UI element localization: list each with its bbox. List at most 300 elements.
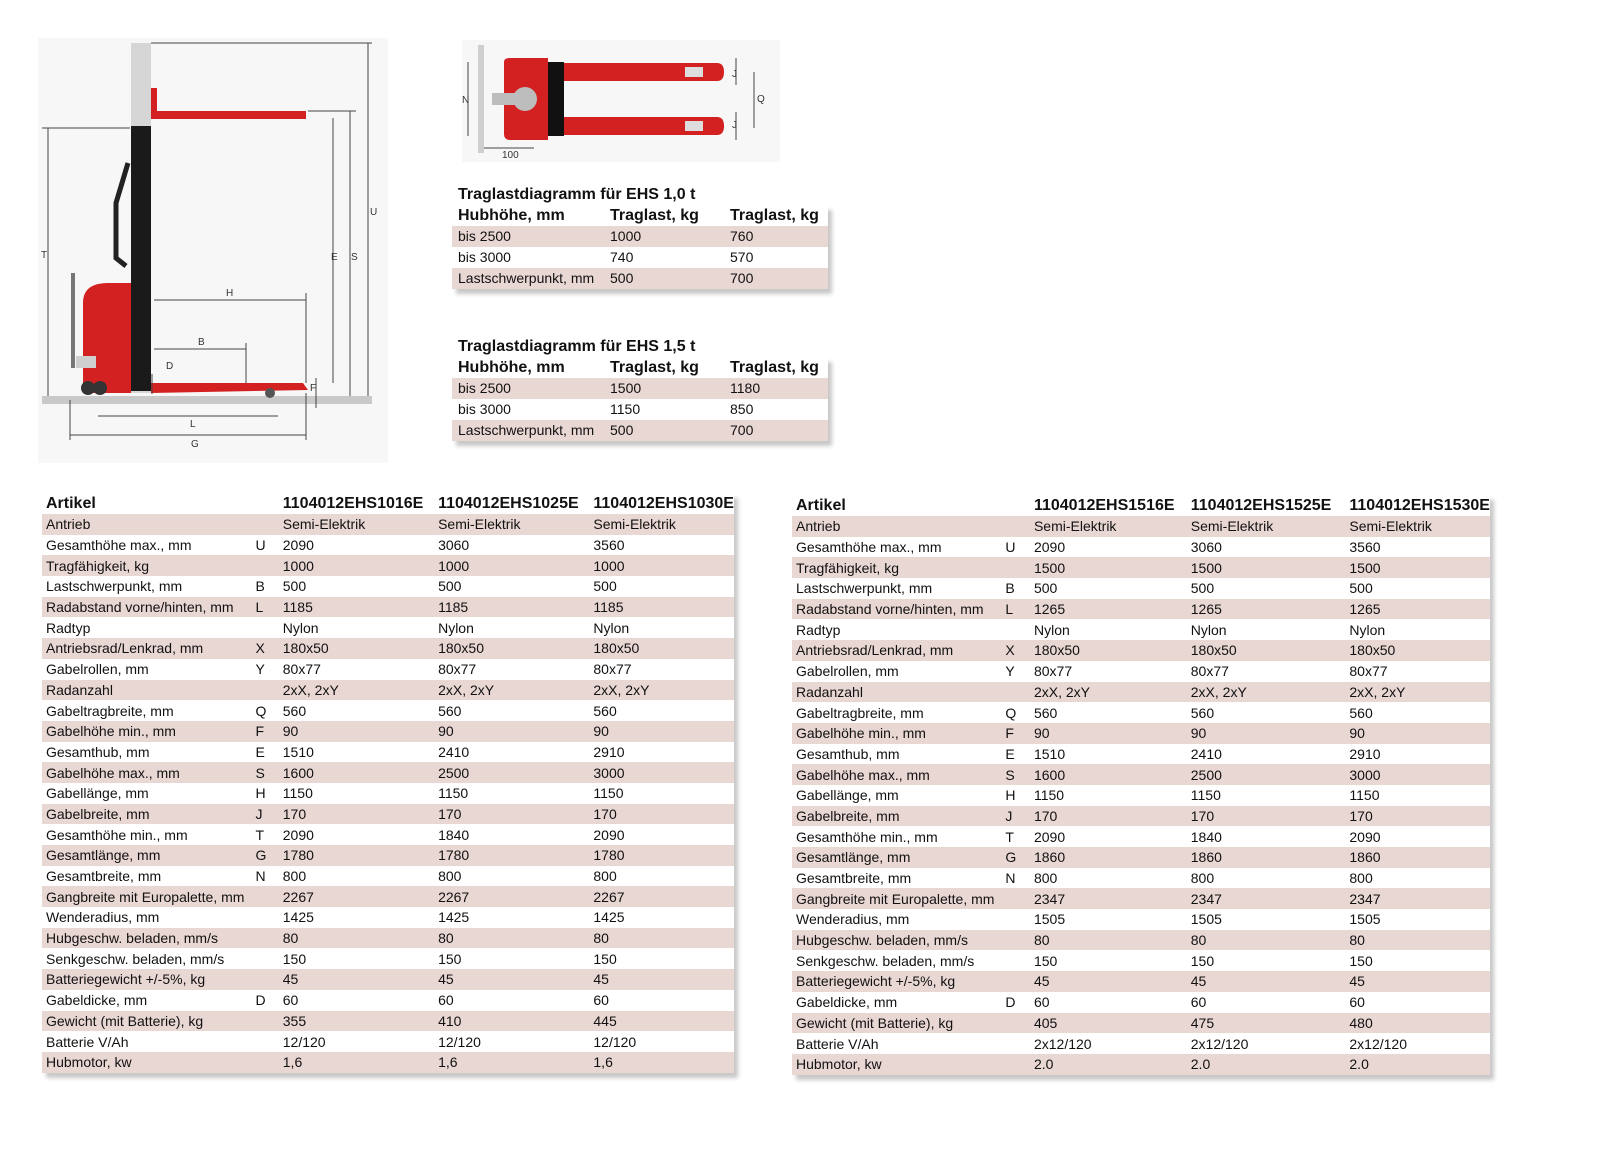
table-row <box>792 909 1490 930</box>
header-cell: 1104012EHS1030E <box>589 493 734 514</box>
table-cell: 1425 <box>434 907 589 928</box>
table-cell: 1500 <box>604 378 724 399</box>
table-row <box>452 247 828 268</box>
table-cell: 1600 <box>1030 764 1187 785</box>
table-cell: 2.0 <box>1030 1054 1187 1075</box>
table-row <box>42 783 734 804</box>
table-cell: 800 <box>1345 868 1490 889</box>
table-cell: 1505 <box>1030 909 1187 930</box>
table-cell: 500 <box>604 268 724 289</box>
dimension-code: X <box>252 638 279 659</box>
table-cell: 1860 <box>1030 847 1187 868</box>
table-cell: Semi-Elektrik <box>1030 516 1187 537</box>
article-header: Artikel <box>42 493 252 514</box>
header-cell: Traglast, kg <box>724 205 828 226</box>
dimension-code <box>252 1031 279 1052</box>
table-cell: bis 3000 <box>452 247 604 268</box>
dimension-code <box>1001 619 1030 640</box>
table-row <box>792 826 1490 847</box>
table-row <box>42 742 734 763</box>
label-g: G <box>191 439 199 450</box>
table-row <box>42 659 734 680</box>
table-cell: 2090 <box>279 535 434 556</box>
dimension-code <box>252 969 279 990</box>
table-row <box>792 785 1490 806</box>
table-row <box>42 555 734 576</box>
table-cell: 1780 <box>434 845 589 866</box>
table-cell: 2xX, 2xY <box>1187 682 1346 703</box>
table-cell: Nylon <box>1030 619 1187 640</box>
table-cell: 150 <box>279 948 434 969</box>
table-cell: 2x12/120 <box>1187 1033 1346 1054</box>
dimension-code <box>252 514 279 535</box>
table-cell: 150 <box>1187 950 1346 971</box>
table-cell: Nylon <box>1345 619 1490 640</box>
row-label: Radtyp <box>42 617 252 638</box>
header-cell: Hubhöhe, mm <box>452 357 604 378</box>
stacker-side-view-drawing <box>38 38 388 463</box>
table-row <box>792 847 1490 868</box>
table-cell: Semi-Elektrik <box>434 514 589 535</box>
dimension-code: G <box>1001 847 1030 868</box>
table-cell: 60 <box>434 990 589 1011</box>
dimension-code: Q <box>1001 702 1030 723</box>
dimension-code <box>1001 888 1030 909</box>
table-cell: 500 <box>1187 578 1346 599</box>
table-row <box>792 723 1490 744</box>
dimension-code <box>1001 930 1030 951</box>
table-row <box>42 928 734 949</box>
table-cell: 2xX, 2xY <box>589 680 734 701</box>
table-row <box>792 619 1490 640</box>
table-cell: 1150 <box>279 783 434 804</box>
dimension-code: D <box>1001 992 1030 1013</box>
label-j-bottom: J <box>732 120 737 131</box>
row-label: Wenderadius, mm <box>792 909 1001 930</box>
table-cell: 800 <box>1030 868 1187 889</box>
row-label: Batterie V/Ah <box>792 1033 1001 1054</box>
label-e: E <box>331 252 338 263</box>
row-label: Antrieb <box>42 514 252 535</box>
stacker-top-view-drawing <box>462 40 780 162</box>
table-row <box>792 888 1490 909</box>
table-cell: 80x77 <box>434 659 589 680</box>
table-cell: Lastschwerpunkt, mm <box>452 268 604 289</box>
table-cell: 700 <box>724 268 828 289</box>
row-label: Gabellänge, mm <box>42 783 252 804</box>
table-cell: 1150 <box>1187 785 1346 806</box>
table-cell: 560 <box>434 700 589 721</box>
dimension-code: Y <box>252 659 279 680</box>
table-row <box>42 576 734 597</box>
table-cell: 180x50 <box>1187 640 1346 661</box>
row-label: Antrieb <box>792 516 1001 537</box>
table-cell: 1860 <box>1187 847 1346 868</box>
table-cell: 2x12/120 <box>1030 1033 1187 1054</box>
row-label: Gesamthöhe min., mm <box>42 824 252 845</box>
dimension-code: G <box>252 845 279 866</box>
row-label: Gabelrollen, mm <box>42 659 252 680</box>
table-row <box>42 762 734 783</box>
table-cell: 2xX, 2xY <box>279 680 434 701</box>
table-row <box>792 1054 1490 1075</box>
table-cell: 180x50 <box>279 638 434 659</box>
table-cell: 90 <box>434 721 589 742</box>
table-cell: 1000 <box>604 226 724 247</box>
table-cell: 60 <box>1187 992 1346 1013</box>
table-cell: 1425 <box>279 907 434 928</box>
table-cell: 560 <box>1345 702 1490 723</box>
table-cell: 80 <box>434 928 589 949</box>
dimension-code <box>252 617 279 638</box>
dimension-code: H <box>252 783 279 804</box>
table-cell: Semi-Elektrik <box>279 514 434 535</box>
table-cell: 1000 <box>434 555 589 576</box>
row-label: Senkgeschw. beladen, mm/s <box>792 950 1001 971</box>
row-label: Wenderadius, mm <box>42 907 252 928</box>
dimension-code: N <box>252 866 279 887</box>
row-label: Gesamthub, mm <box>792 744 1001 765</box>
row-label: Tragfähigkeit, kg <box>42 555 252 576</box>
table-cell: 1780 <box>589 845 734 866</box>
label-b: B <box>198 337 205 348</box>
table-cell: 45 <box>589 969 734 990</box>
table-cell: 1860 <box>1345 847 1490 868</box>
table-cell: 80 <box>279 928 434 949</box>
row-label: Gabelrollen, mm <box>792 661 1001 682</box>
table-cell: 2267 <box>434 886 589 907</box>
table-cell: 180x50 <box>589 638 734 659</box>
table-cell: 800 <box>279 866 434 887</box>
table-cell: 2267 <box>279 886 434 907</box>
table-cell: 150 <box>1345 950 1490 971</box>
table-cell: 1500 <box>1345 557 1490 578</box>
table-row <box>42 514 734 535</box>
row-label: Gesamtlänge, mm <box>42 845 252 866</box>
table-cell: 90 <box>589 721 734 742</box>
header-cell: 1104012EHS1516E <box>1030 495 1187 516</box>
dimension-code <box>1001 950 1030 971</box>
table-row <box>792 516 1490 537</box>
table-cell: 80 <box>1030 930 1187 951</box>
table-cell: 2xX, 2xY <box>1345 682 1490 703</box>
table-row <box>42 680 734 701</box>
header-cell <box>1001 495 1030 516</box>
dimension-code: S <box>1001 764 1030 785</box>
row-label: Gewicht (mit Batterie), kg <box>792 1013 1001 1034</box>
dimension-code <box>252 1052 279 1073</box>
header-cell: Traglast, kg <box>604 357 724 378</box>
row-label: Radanzahl <box>792 682 1001 703</box>
table-cell: 1000 <box>589 555 734 576</box>
table-cell: 60 <box>279 990 434 1011</box>
table-cell: 45 <box>1345 971 1490 992</box>
table-cell: 150 <box>589 948 734 969</box>
label-u: U <box>370 207 378 218</box>
table-row <box>792 702 1490 723</box>
table-cell: 90 <box>1345 723 1490 744</box>
table-cell: 2410 <box>1187 744 1346 765</box>
dimension-code: U <box>252 535 279 556</box>
table-row <box>792 744 1490 765</box>
dimension-code: Q <box>252 700 279 721</box>
header-cell: 1104012EHS1530E <box>1345 495 1490 516</box>
table-cell: 445 <box>589 1011 734 1032</box>
table-row <box>42 1031 734 1052</box>
table-cell: 1185 <box>434 597 589 618</box>
table-row <box>42 948 734 969</box>
table-cell: 1510 <box>279 742 434 763</box>
table-row <box>42 597 734 618</box>
table-row <box>42 907 734 928</box>
dimension-code <box>1001 1033 1030 1054</box>
dimension-code: J <box>1001 806 1030 827</box>
table-cell: 500 <box>604 420 724 441</box>
table-cell: 170 <box>1030 806 1187 827</box>
table-cell: 45 <box>279 969 434 990</box>
header-cell: 1104012EHS1016E <box>279 493 434 514</box>
table-row <box>792 971 1490 992</box>
row-label: Gabeldicke, mm <box>42 990 252 1011</box>
table-cell: Nylon <box>1187 619 1346 640</box>
table-row <box>42 804 734 825</box>
row-label: Radabstand vorne/hinten, mm <box>42 597 252 618</box>
label-q: Q <box>757 94 765 105</box>
row-label: Gesamtbreite, mm <box>792 868 1001 889</box>
article-header: Artikel <box>792 495 1001 516</box>
row-label: Lastschwerpunkt, mm <box>792 578 1001 599</box>
load-diagram-2 <box>452 337 828 441</box>
row-label: Gabellänge, mm <box>792 785 1001 806</box>
table-row <box>42 617 734 638</box>
table-cell: 60 <box>1345 992 1490 1013</box>
table-cell: 1000 <box>279 555 434 576</box>
table-cell: bis 2500 <box>452 378 604 399</box>
table-cell: Semi-Elektrik <box>1187 516 1346 537</box>
row-label: Gabelhöhe max., mm <box>792 764 1001 785</box>
load-diagram-title: Traglastdiagramm für EHS 1,5 t <box>458 338 696 355</box>
dimension-code <box>1001 971 1030 992</box>
row-label: Gabelbreite, mm <box>792 806 1001 827</box>
dimension-code <box>1001 557 1030 578</box>
row-label: Gabeldicke, mm <box>792 992 1001 1013</box>
row-label: Hubgeschw. beladen, mm/s <box>42 928 252 949</box>
table-cell: 3560 <box>589 535 734 556</box>
table-row <box>792 557 1490 578</box>
row-label: Gabelbreite, mm <box>42 804 252 825</box>
table-cell: 560 <box>1030 702 1187 723</box>
dimension-code: E <box>252 742 279 763</box>
table-row <box>452 226 828 247</box>
table-cell: 1185 <box>589 597 734 618</box>
row-label: Gabeltragbreite, mm <box>792 702 1001 723</box>
table-row <box>42 721 734 742</box>
table-cell: 1840 <box>434 824 589 845</box>
dimension-code <box>1001 682 1030 703</box>
table-row <box>42 638 734 659</box>
table-cell: 180x50 <box>1345 640 1490 661</box>
label-h: H <box>226 288 234 299</box>
header-cell: 1104012EHS1025E <box>434 493 589 514</box>
row-label: Gesamthöhe min., mm <box>792 826 1001 847</box>
table-cell: 150 <box>1030 950 1187 971</box>
row-label: Gabelhöhe min., mm <box>42 721 252 742</box>
table-cell: 1425 <box>589 907 734 928</box>
dimension-code: T <box>1001 826 1030 847</box>
header-cell: Hubhöhe, mm <box>452 205 604 226</box>
dimension-code: T <box>252 824 279 845</box>
table-row <box>42 990 734 1011</box>
row-label: Gangbreite mit Europalette, mm <box>42 886 252 907</box>
table-cell: 3060 <box>434 535 589 556</box>
table-row <box>792 764 1490 785</box>
table-cell: 1150 <box>1030 785 1187 806</box>
dimension-code: J <box>252 804 279 825</box>
table-cell: 90 <box>1030 723 1187 744</box>
table-cell: 12/120 <box>589 1031 734 1052</box>
table-cell: 80 <box>1187 930 1346 951</box>
table-cell: 2347 <box>1187 888 1346 909</box>
table-cell: 90 <box>1187 723 1346 744</box>
table-cell: 80x77 <box>1187 661 1346 682</box>
row-label: Tragfähigkeit, kg <box>792 557 1001 578</box>
table-cell: 170 <box>1345 806 1490 827</box>
dimension-code: Y <box>1001 661 1030 682</box>
row-label: Antriebsrad/Lenkrad, mm <box>42 638 252 659</box>
spec-table-1 <box>42 493 734 1073</box>
dimension-code <box>252 680 279 701</box>
table-cell: 170 <box>589 804 734 825</box>
table-cell: Nylon <box>434 617 589 638</box>
table-header-row <box>42 493 734 514</box>
table-row <box>42 824 734 845</box>
table-cell: 170 <box>1187 806 1346 827</box>
row-label: Radanzahl <box>42 680 252 701</box>
row-label: Radabstand vorne/hinten, mm <box>792 599 1001 620</box>
table-cell: 740 <box>604 247 724 268</box>
table-cell: 12/120 <box>434 1031 589 1052</box>
dimension-code <box>1001 1013 1030 1034</box>
table-cell: 2910 <box>589 742 734 763</box>
table-cell: 2090 <box>1030 826 1187 847</box>
row-label: Antriebsrad/Lenkrad, mm <box>792 640 1001 661</box>
row-label: Radtyp <box>792 619 1001 640</box>
table-cell: 2090 <box>589 824 734 845</box>
dimension-code: L <box>1001 599 1030 620</box>
dimension-code <box>252 1011 279 1032</box>
header-cell: Traglast, kg <box>724 357 828 378</box>
table-cell: 1,6 <box>589 1052 734 1073</box>
table-row <box>452 268 828 289</box>
table-row <box>42 866 734 887</box>
table-row <box>452 378 828 399</box>
row-label: Batteriegewicht +/-5%, kg <box>792 971 1001 992</box>
row-label: Hubmotor, kw <box>42 1052 252 1073</box>
table-cell: 1265 <box>1030 599 1187 620</box>
table-cell: 2090 <box>1345 826 1490 847</box>
table-cell: 60 <box>589 990 734 1011</box>
table-row <box>792 1033 1490 1054</box>
table-cell: 1510 <box>1030 744 1187 765</box>
table-row <box>452 399 828 420</box>
table-cell: 475 <box>1187 1013 1346 1034</box>
table-cell: 2xX, 2xY <box>1030 682 1187 703</box>
table-cell: 1150 <box>434 783 589 804</box>
row-label: Senkgeschw. beladen, mm/s <box>42 948 252 969</box>
row-label: Gabelhöhe min., mm <box>792 723 1001 744</box>
table-cell: 1180 <box>724 378 828 399</box>
dimension-code: F <box>1001 723 1030 744</box>
table-cell: 850 <box>724 399 828 420</box>
row-label: Gesamtbreite, mm <box>42 866 252 887</box>
table-row <box>792 599 1490 620</box>
table-cell: 45 <box>1187 971 1346 992</box>
load-diagram-table <box>452 205 828 289</box>
table-cell: 1150 <box>589 783 734 804</box>
table-cell: 800 <box>434 866 589 887</box>
table-cell: 500 <box>279 576 434 597</box>
table-cell: 2500 <box>1187 764 1346 785</box>
row-label: Hubgeschw. beladen, mm/s <box>792 930 1001 951</box>
table-cell: 2090 <box>279 824 434 845</box>
table-row <box>42 1011 734 1032</box>
table-cell: 1505 <box>1345 909 1490 930</box>
table-row <box>792 537 1490 558</box>
table-cell: 1780 <box>279 845 434 866</box>
row-label: Hubmotor, kw <box>792 1054 1001 1075</box>
table-row <box>792 950 1490 971</box>
table-cell: 1840 <box>1187 826 1346 847</box>
table-cell: 45 <box>1030 971 1187 992</box>
table-cell: Semi-Elektrik <box>1345 516 1490 537</box>
table-row <box>792 868 1490 889</box>
table-cell: 80 <box>589 928 734 949</box>
row-label: Gesamthub, mm <box>42 742 252 763</box>
row-label: Batterie V/Ah <box>42 1031 252 1052</box>
header-cell: Traglast, kg <box>604 205 724 226</box>
table-row <box>452 420 828 441</box>
table-cell: 2.0 <box>1187 1054 1346 1075</box>
label-j-top: J <box>732 69 737 80</box>
table-cell: 1,6 <box>434 1052 589 1073</box>
load-diagram-1 <box>452 185 828 289</box>
dimension-code <box>1001 516 1030 537</box>
table-cell: 700 <box>724 420 828 441</box>
dimension-code: B <box>1001 578 1030 599</box>
table-row <box>792 661 1490 682</box>
table-row <box>792 640 1490 661</box>
table-cell: 80x77 <box>589 659 734 680</box>
table-cell: 760 <box>724 226 828 247</box>
table-row <box>42 700 734 721</box>
table-cell: Nylon <box>589 617 734 638</box>
dimension-code <box>1001 909 1030 930</box>
table-cell: 2500 <box>434 762 589 783</box>
label-t: T <box>41 250 48 261</box>
load-diagram-title: Traglastdiagramm für EHS 1,0 t <box>458 186 696 203</box>
table-cell: 12/120 <box>279 1031 434 1052</box>
dimension-code <box>252 907 279 928</box>
table-cell: 500 <box>589 576 734 597</box>
table-cell: 2.0 <box>1345 1054 1490 1075</box>
table-cell: Lastschwerpunkt, mm <box>452 420 604 441</box>
table-header-row <box>792 495 1490 516</box>
table-row <box>792 992 1490 1013</box>
table-cell: 80x77 <box>279 659 434 680</box>
table-cell: 3000 <box>589 762 734 783</box>
table-row <box>792 930 1490 951</box>
table-cell: 1185 <box>279 597 434 618</box>
